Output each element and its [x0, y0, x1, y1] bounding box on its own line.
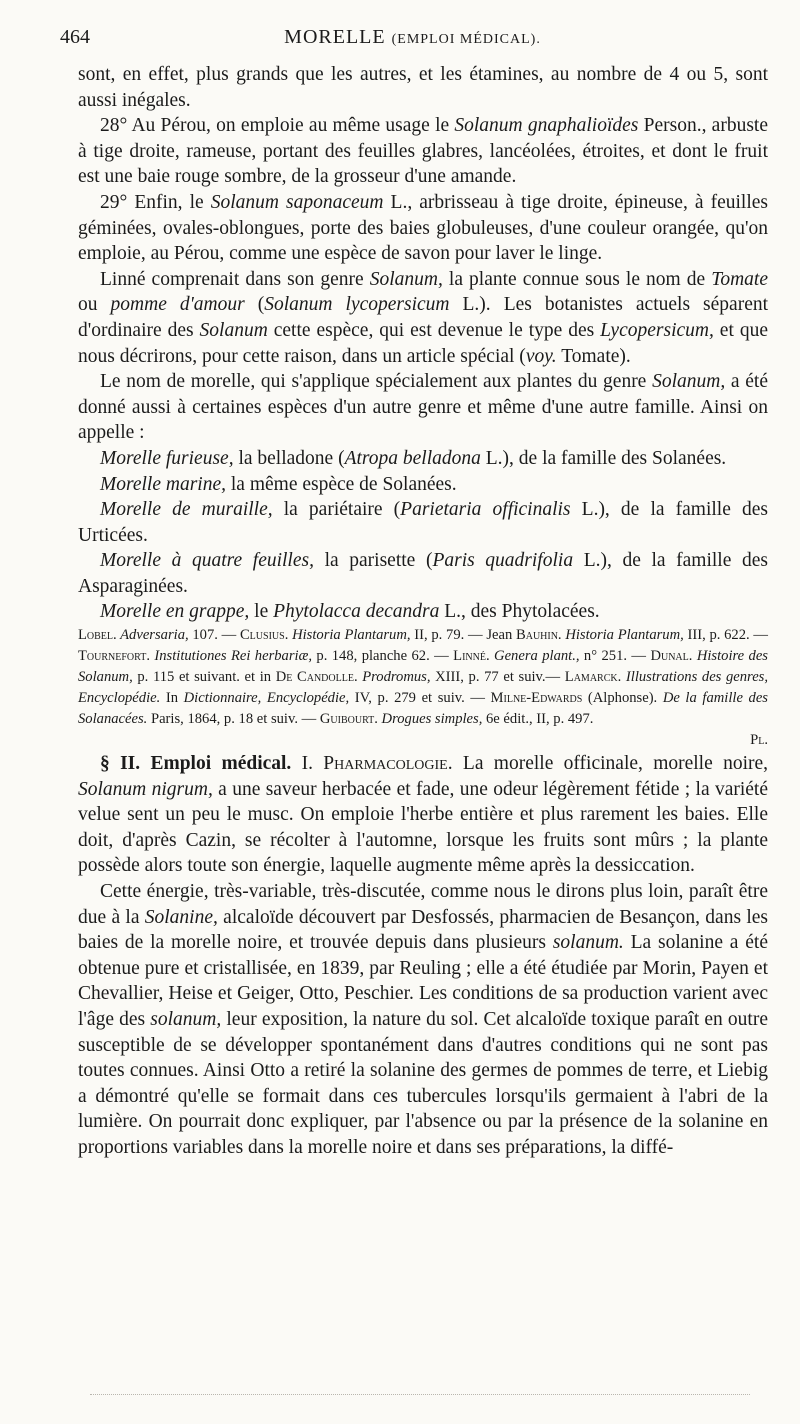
section-title: Emploi médical. [150, 753, 292, 775]
paragraph-continuation: sont, en effet, plus grands que les autres, et les étamines, au nombre de 4 ou 5, sont aussi inégales. [78, 64, 768, 111]
subsection-title: I. Pharmacologie. [291, 753, 453, 775]
paragraph-nom-morelle: Le nom de morelle, qui s'applique spécialement aux plantes du genre Solanum, a été donné aussi à certaines espèces d'un autre genre et même d'une autre famille. Ainsi on appelle : [78, 371, 768, 444]
page-body [78, 62, 768, 1161]
running-title [60, 26, 765, 49]
page-number: 464 [60, 26, 90, 48]
author-signature: Pl. [750, 732, 768, 749]
scan-noise-line [90, 1394, 750, 1397]
section-emploi-medical: § II. Emploi médical. I. Pharmacologie. La morelle officinale, morelle noire, Solanum nigrum, a une saveur herbacée et fade, une odeur légèrement fétide ; la variété velue sent un peu le musc. On emploie l'herbe entière et plus rarement les baies. Elle doit, d'après Cazin, se récolter à l'automne, lorsque les fruits sont mûrs ; la plante possède alors toute son énergie, laquelle augmente même après la dessiccation. [78, 753, 769, 877]
list-item-morelle-grappe: Morelle en grappe, le Phytolacca decandra L., des Phytolacées. [100, 601, 600, 623]
section-mark: § II. [100, 753, 141, 775]
paragraph-29: 29° Enfin, le Solanum saponaceum L., arbrisseau à tige droite, épineuse, à feuilles géminées, ovales-oblongues, porte des baies globuleuses, d'une couleur orangée, qu'on emploie, au Pérou, comme une espèce de savon pour laver le linge. [78, 191, 768, 265]
list-item-morelle-quatre-feuilles: Morelle à quatre feuilles, la parisette (Paris quadrifolia L.), de la famille des Asparaginées. [78, 550, 768, 597]
paragraph-28: 28° Au Pérou, on emploie au même usage le Solanum gnaphalioïdes Person., arbuste à tige droite, rameuse, portant des feuilles glabres, lancéolées, étroites, et dont le fruit est une baie rouge sombre, de la grosseur d'une amande. [78, 115, 768, 188]
running-title-main: MORELLE [284, 26, 386, 48]
list-item-morelle-muraille: Morelle de muraille, la pariétaire (Parietaria officinalis L.), de la famille des Urticées. [78, 499, 768, 546]
list-item-morelle-furieuse: Morelle furieuse, la belladone (Atropa belladona L.), de la famille des Solanées. [100, 447, 727, 469]
paragraph-solanine: Cette énergie, très-variable, très-discutée, comme nous le dirons plus loin, paraît être due à la Solanine, alcaloïde découvert par Desfossés, pharmacien de Besançon, dans les baies de la morelle noire, et trouvée depuis dans plusieurs solanum. La solanine a été obtenue pure et cristallisée, en 1839, par Reuling ; elle a été étudiée par Morin, Payen et Chevallier, Heise et Geiger, Otto, Peschier. Les conditions de sa production varient avec l'âge des solanum, leur exposition, la nature du sol. Cet alcaloïde toxique paraît en outre susceptible de se développer spontanément dans d'autres conditions qui ne sont pas toutes connues. Ainsi Otto a retiré la solanine des germes de pommes de terre, et Liebig a démontré qu'elle se formait dans ces tubercules lorsqu'ils germaient à l'abri de la lumière. On pourrait donc expliquer, par l'absence ou par la présence de la solanine en proportions variables dans la morelle noire et dans ses préparations, la diffé- [78, 881, 768, 1158]
page-header [60, 26, 765, 54]
paragraph-linne: Linné comprenait dans son genre Solanum, la plante connue sous le nom de Tomate ou pomme d'amour (Solanum lycopersicum L.). Les botanistes actuels séparent d'ordinaire des Solanum cette espèce, qui est devenue le type des Lycopersicum, et que nous décrirons, pour cette raison, dans un article spécial (voy. Tomate). [78, 268, 769, 367]
list-item-morelle-marine: Morelle marine, la même espèce de Solanées. [100, 473, 457, 495]
running-title-sub: (EMPLOI MÉDICAL). [391, 32, 541, 47]
bibliography: Lobel. Adversaria, 107. — Clusius. Historia Plantarum, II, p. 79. — Jean Bauhin. Historia Plantarum, III, p. 622. — Tournefort. Institutiones Rei herbariæ, p. 148, planche 62. — Linné. Genera plant., n° 251. — Dunal. Histoire des Solanum, p. 115 et suivant. et in De Candolle. Prodromus, XIII, p. 77 et suiv.— Lamarck. Illustrations des genres, Encyclopédie. In Dictionnaire, Encyclopédie, IV, p. 279 et suiv. — Milne-Edwards (Alphonse). De la famille des Solanacées. Paris, 1864, p. 18 et suiv. — Guibourt. Drogues simples, 6e édit., II, p. 497. Pl. [78, 625, 768, 751]
